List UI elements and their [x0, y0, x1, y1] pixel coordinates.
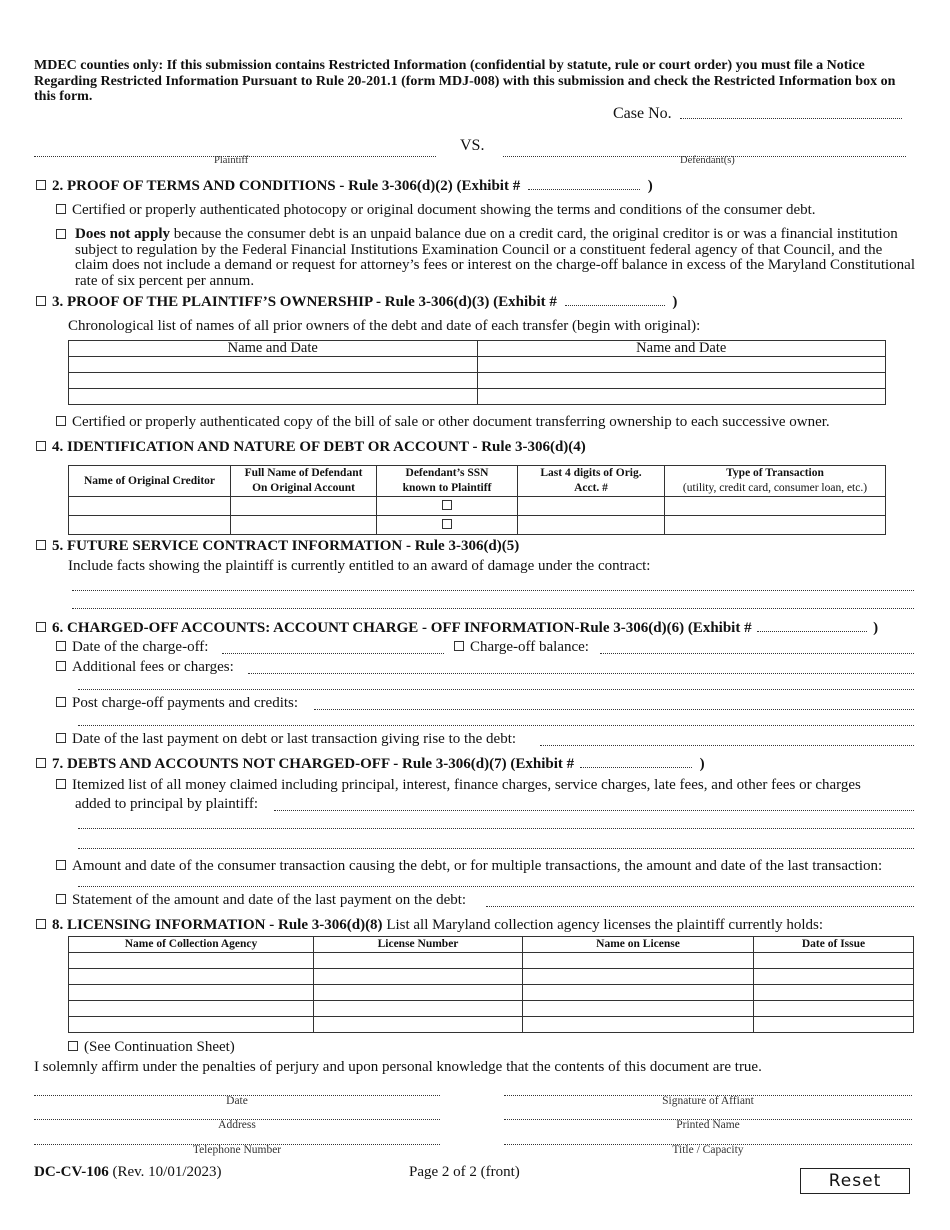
itemized-label-line1: Itemized list of all money claimed including principal, interest, finance charges, service charges, late fees, and other fees or charges	[72, 777, 861, 793]
post-payments-field[interactable]	[314, 698, 914, 710]
section-4-title: 4. IDENTIFICATION AND NATURE OF DEBT OR ACCOUNT - Rule 3-306(d)(4)	[52, 439, 586, 455]
continuation-label: (See Continuation Sheet)	[84, 1039, 235, 1055]
transaction-label: Amount and date of the consumer transaction causing the debt, or for multiple transactions, the amount and date of the last transaction:	[72, 858, 883, 874]
license-cell[interactable]	[314, 1017, 523, 1033]
debt-cell-ssn	[377, 497, 518, 516]
debt-col-ssn	[377, 466, 518, 497]
section-2-option-1-checkbox[interactable]	[56, 204, 66, 214]
transaction-field[interactable]	[78, 876, 914, 887]
restricted-info-notice: MDEC counties only: If this submission contains Restricted Information (confidential by statute, rule or court order) you must file a Notice Regarding Restricted Information Pursuant to Rule 20-201.1 (form MDJ-008) with this submission and check the Restricted Information box on this form.	[34, 58, 896, 104]
section-6-close: )	[873, 620, 879, 636]
section-2-option-2-checkbox-wrap	[56, 227, 72, 244]
section-2-option-1-text: Certified or properly authenticated photocopy or original document showing the terms and conditions of the consumer debt.	[72, 202, 816, 218]
debt-col-acct-line2: Acct. #	[574, 482, 608, 494]
debt-col-creditor: Name of Original Creditor	[69, 466, 231, 497]
license-cell[interactable]	[523, 985, 754, 1001]
owners-cell[interactable]	[69, 373, 478, 389]
section-8-checkbox[interactable]	[36, 919, 46, 929]
signature-caption: Signature of Affiant	[662, 1095, 754, 1107]
form-id	[34, 1164, 221, 1181]
charge-off-balance-checkbox[interactable]	[454, 641, 464, 651]
section-8-heading	[36, 917, 823, 934]
charge-off-balance-field[interactable]	[600, 642, 914, 654]
debt-cell[interactable]	[665, 497, 886, 516]
license-cell[interactable]	[523, 969, 754, 985]
owners-cell[interactable]	[477, 373, 886, 389]
section-6-heading	[36, 619, 878, 637]
charge-off-date-field[interactable]	[222, 642, 444, 654]
section-2-heading	[36, 177, 653, 195]
itemized-row	[56, 777, 861, 794]
license-col-date: Date of Issue	[754, 937, 914, 953]
license-cell[interactable]	[754, 1017, 914, 1033]
debt-cell-ssn	[377, 516, 518, 535]
charge-off-date-checkbox[interactable]	[56, 641, 66, 651]
license-cell[interactable]	[314, 985, 523, 1001]
owners-cell[interactable]	[69, 357, 478, 373]
section-3-exhibit-field[interactable]	[565, 293, 665, 306]
debt-cell[interactable]	[231, 516, 377, 535]
section-2-checkbox[interactable]	[36, 180, 46, 190]
section-3-heading	[36, 293, 677, 311]
debt-table	[68, 465, 886, 535]
page-number: Page 2 of 2 (front)	[409, 1164, 520, 1180]
section-6-title: 6. CHARGED-OFF ACCOUNTS: ACCOUNT CHARGE - OFF INFORMATION-Rule 3-306(d)(6) (Exhibit #	[52, 620, 752, 636]
fees-row	[56, 659, 234, 676]
section-7-exhibit-field[interactable]	[580, 755, 692, 768]
section-6-exhibit-field[interactable]	[757, 619, 867, 632]
license-table	[68, 936, 914, 1033]
license-cell[interactable]	[754, 969, 914, 985]
license-cell[interactable]	[314, 1001, 523, 1017]
affirmation: I solemnly affirm under the penalties of perjury and upon personal knowledge that the contents of this document are true.	[34, 1059, 762, 1075]
section-3-close: )	[672, 294, 678, 310]
ssn-known-checkbox[interactable]	[442, 519, 452, 529]
date-caption: Date	[226, 1095, 248, 1107]
debt-cell[interactable]	[231, 497, 377, 516]
transaction-checkbox[interactable]	[56, 860, 66, 870]
section-3-intro: Chronological list of names of all prior owners of the debt and date of each transfer (begin with original):	[68, 318, 701, 334]
section-2-option-2-checkbox[interactable]	[56, 229, 66, 239]
debt-col-type-line1: Type of Transaction	[726, 467, 824, 479]
section-5-intro: Include facts showing the plaintiff is currently entitled to an award of damage under the contract:	[68, 558, 651, 574]
fees-field[interactable]	[248, 662, 914, 674]
charge-off-balance-row	[454, 639, 589, 656]
license-cell[interactable]	[314, 969, 523, 985]
section-3-option-checkbox[interactable]	[56, 416, 66, 426]
section-8-instructions: List all Maryland collection agency licenses the plaintiff currently holds:	[386, 917, 823, 933]
section-5-heading	[36, 538, 519, 555]
charge-off-date-row	[56, 639, 208, 656]
section-2-title: 2. PROOF OF TERMS AND CONDITIONS - Rule 3-306(d)(2) (Exhibit #	[52, 178, 521, 194]
itemized-field-line-3[interactable]	[78, 838, 914, 849]
debt-col-ssn-line2: known to Plaintiff	[402, 482, 492, 494]
fees-label: Additional fees or charges:	[72, 659, 234, 675]
section-7-heading	[36, 755, 705, 773]
owners-table	[68, 340, 886, 405]
reset-button[interactable]: Reset	[800, 1168, 910, 1194]
phone-caption: Telephone Number	[192, 1144, 282, 1156]
license-cell[interactable]	[314, 953, 523, 969]
debt-col-acct	[518, 466, 665, 497]
last-payment-checkbox[interactable]	[56, 733, 66, 743]
post-payments-row	[56, 695, 298, 712]
last-payment-field[interactable]	[540, 734, 914, 746]
case-no-field[interactable]	[680, 106, 902, 119]
section-3-option-text: Certified or properly authenticated copy of the bill of sale or other document transferring ownership to each successive owner.	[72, 414, 830, 430]
ssn-known-checkbox[interactable]	[442, 500, 452, 510]
debt-cell[interactable]	[518, 497, 665, 516]
section-2-option-1	[56, 202, 816, 219]
section-4-heading	[36, 439, 586, 456]
last-payment-label: Date of the last payment on debt or last transaction giving rise to the debt:	[72, 731, 517, 747]
form-id-code: DC-CV-106	[34, 1164, 109, 1180]
last-payment-row	[56, 731, 516, 748]
form-revision: (Rev. 10/01/2023)	[112, 1164, 222, 1180]
post-payments-field-line-2[interactable]	[78, 715, 914, 726]
charge-off-date-label: Date of the charge-off:	[72, 639, 209, 655]
charge-off-balance-label: Charge-off balance:	[470, 639, 589, 655]
section-2-close: )	[647, 178, 653, 194]
itemized-field-line-2[interactable]	[78, 818, 914, 829]
owners-col-2: Name and Date	[477, 341, 886, 357]
owners-cell[interactable]	[477, 389, 886, 405]
last-statement-field[interactable]	[486, 895, 914, 907]
vs-label: VS.	[460, 137, 485, 154]
license-cell[interactable]	[754, 985, 914, 1001]
license-cell[interactable]	[69, 969, 314, 985]
printed-name-caption: Printed Name	[676, 1119, 740, 1131]
post-payments-label: Post charge-off payments and credits:	[72, 695, 299, 711]
debt-cell[interactable]	[69, 516, 231, 535]
section-8-title: 8. LICENSING INFORMATION - Rule 3-306(d)(8)	[52, 917, 383, 933]
last-statement-label: Statement of the amount and date of the last payment on the debt:	[72, 892, 467, 908]
license-cell[interactable]	[754, 1001, 914, 1017]
debt-col-defendant-line2: On Original Account	[252, 482, 355, 494]
post-payments-checkbox[interactable]	[56, 697, 66, 707]
section-2-exhibit-field[interactable]	[528, 177, 640, 190]
owners-col-1: Name and Date	[69, 341, 478, 357]
debt-cell[interactable]	[665, 516, 886, 535]
license-col-name: Name on License	[523, 937, 754, 953]
fees-field-line-2[interactable]	[78, 679, 914, 690]
section-7-title: 7. DEBTS AND ACCOUNTS NOT CHARGED-OFF - Rule 3-306(d)(7) (Exhibit #	[52, 756, 575, 772]
debt-col-type	[665, 466, 886, 497]
section-5-line-1[interactable]	[72, 580, 914, 591]
section-4-checkbox[interactable]	[36, 441, 46, 451]
case-no-label: Case No.	[613, 105, 672, 122]
does-not-apply-detail: because the consumer debt is an unpaid balance due on a credit card, the original creditor is or was a financial institution subject to regulation by the Federal Financial Institutions Examination Council or a constituent federal agency of that Council, and the claim does not include a demand or request for attorney’s fees or interest on the charge-off balance in excess of the Maryland Constitutional rate of six percent per annum.	[75, 226, 916, 289]
last-statement-row	[56, 892, 466, 909]
license-cell[interactable]	[69, 1017, 314, 1033]
continuation-checkbox[interactable]	[68, 1041, 78, 1051]
debt-cell[interactable]	[69, 497, 231, 516]
debt-col-acct-line1: Last 4 digits of Orig.	[540, 467, 642, 479]
transaction-row	[56, 858, 882, 875]
license-cell[interactable]	[523, 1017, 754, 1033]
section-7-close: )	[699, 756, 705, 772]
does-not-apply-label: Does not apply	[75, 226, 171, 242]
section-5-line-2[interactable]	[72, 598, 914, 609]
address-caption: Address	[218, 1119, 256, 1131]
owners-cell[interactable]	[477, 357, 886, 373]
plaintiff-caption: Plaintiff	[214, 155, 249, 166]
title-caption: Title / Capacity	[672, 1144, 744, 1156]
itemized-field[interactable]	[274, 799, 914, 811]
section-3-option	[56, 414, 830, 431]
section-7-checkbox[interactable]	[36, 758, 46, 768]
license-col-agency: Name of Collection Agency	[69, 937, 314, 953]
license-cell[interactable]	[69, 1001, 314, 1017]
license-cell[interactable]	[523, 1001, 754, 1017]
section-3-title: 3. PROOF OF THE PLAINTIFF’S OWNERSHIP - Rule 3-306(d)(3) (Exhibit #	[52, 294, 557, 310]
section-6-checkbox[interactable]	[36, 622, 46, 632]
debt-cell[interactable]	[518, 516, 665, 535]
itemized-label-line2: added to principal by plaintiff:	[75, 796, 259, 812]
section-5-title: 5. FUTURE SERVICE CONTRACT INFORMATION - Rule 3-306(d)(5)	[52, 538, 520, 554]
debt-col-type-line2: (utility, credit card, consumer loan, etc.)	[682, 482, 868, 494]
license-cell[interactable]	[69, 985, 314, 1001]
section-3-checkbox[interactable]	[36, 296, 46, 306]
debt-col-ssn-line1: Defendant’s SSN	[405, 467, 489, 479]
last-statement-checkbox[interactable]	[56, 894, 66, 904]
debt-col-defendant-line1: Full Name of Defendant	[244, 467, 363, 479]
license-cell[interactable]	[69, 953, 314, 969]
itemized-checkbox[interactable]	[56, 779, 66, 789]
license-col-number: License Number	[314, 937, 523, 953]
owners-cell[interactable]	[69, 389, 478, 405]
defendant-caption: Defendant(s)	[680, 155, 735, 166]
license-cell[interactable]	[754, 953, 914, 969]
section-2-option-2-text	[75, 227, 915, 289]
debt-col-defendant	[231, 466, 377, 497]
license-cell[interactable]	[523, 953, 754, 969]
fees-checkbox[interactable]	[56, 661, 66, 671]
section-5-checkbox[interactable]	[36, 540, 46, 550]
continuation-row	[68, 1039, 235, 1056]
